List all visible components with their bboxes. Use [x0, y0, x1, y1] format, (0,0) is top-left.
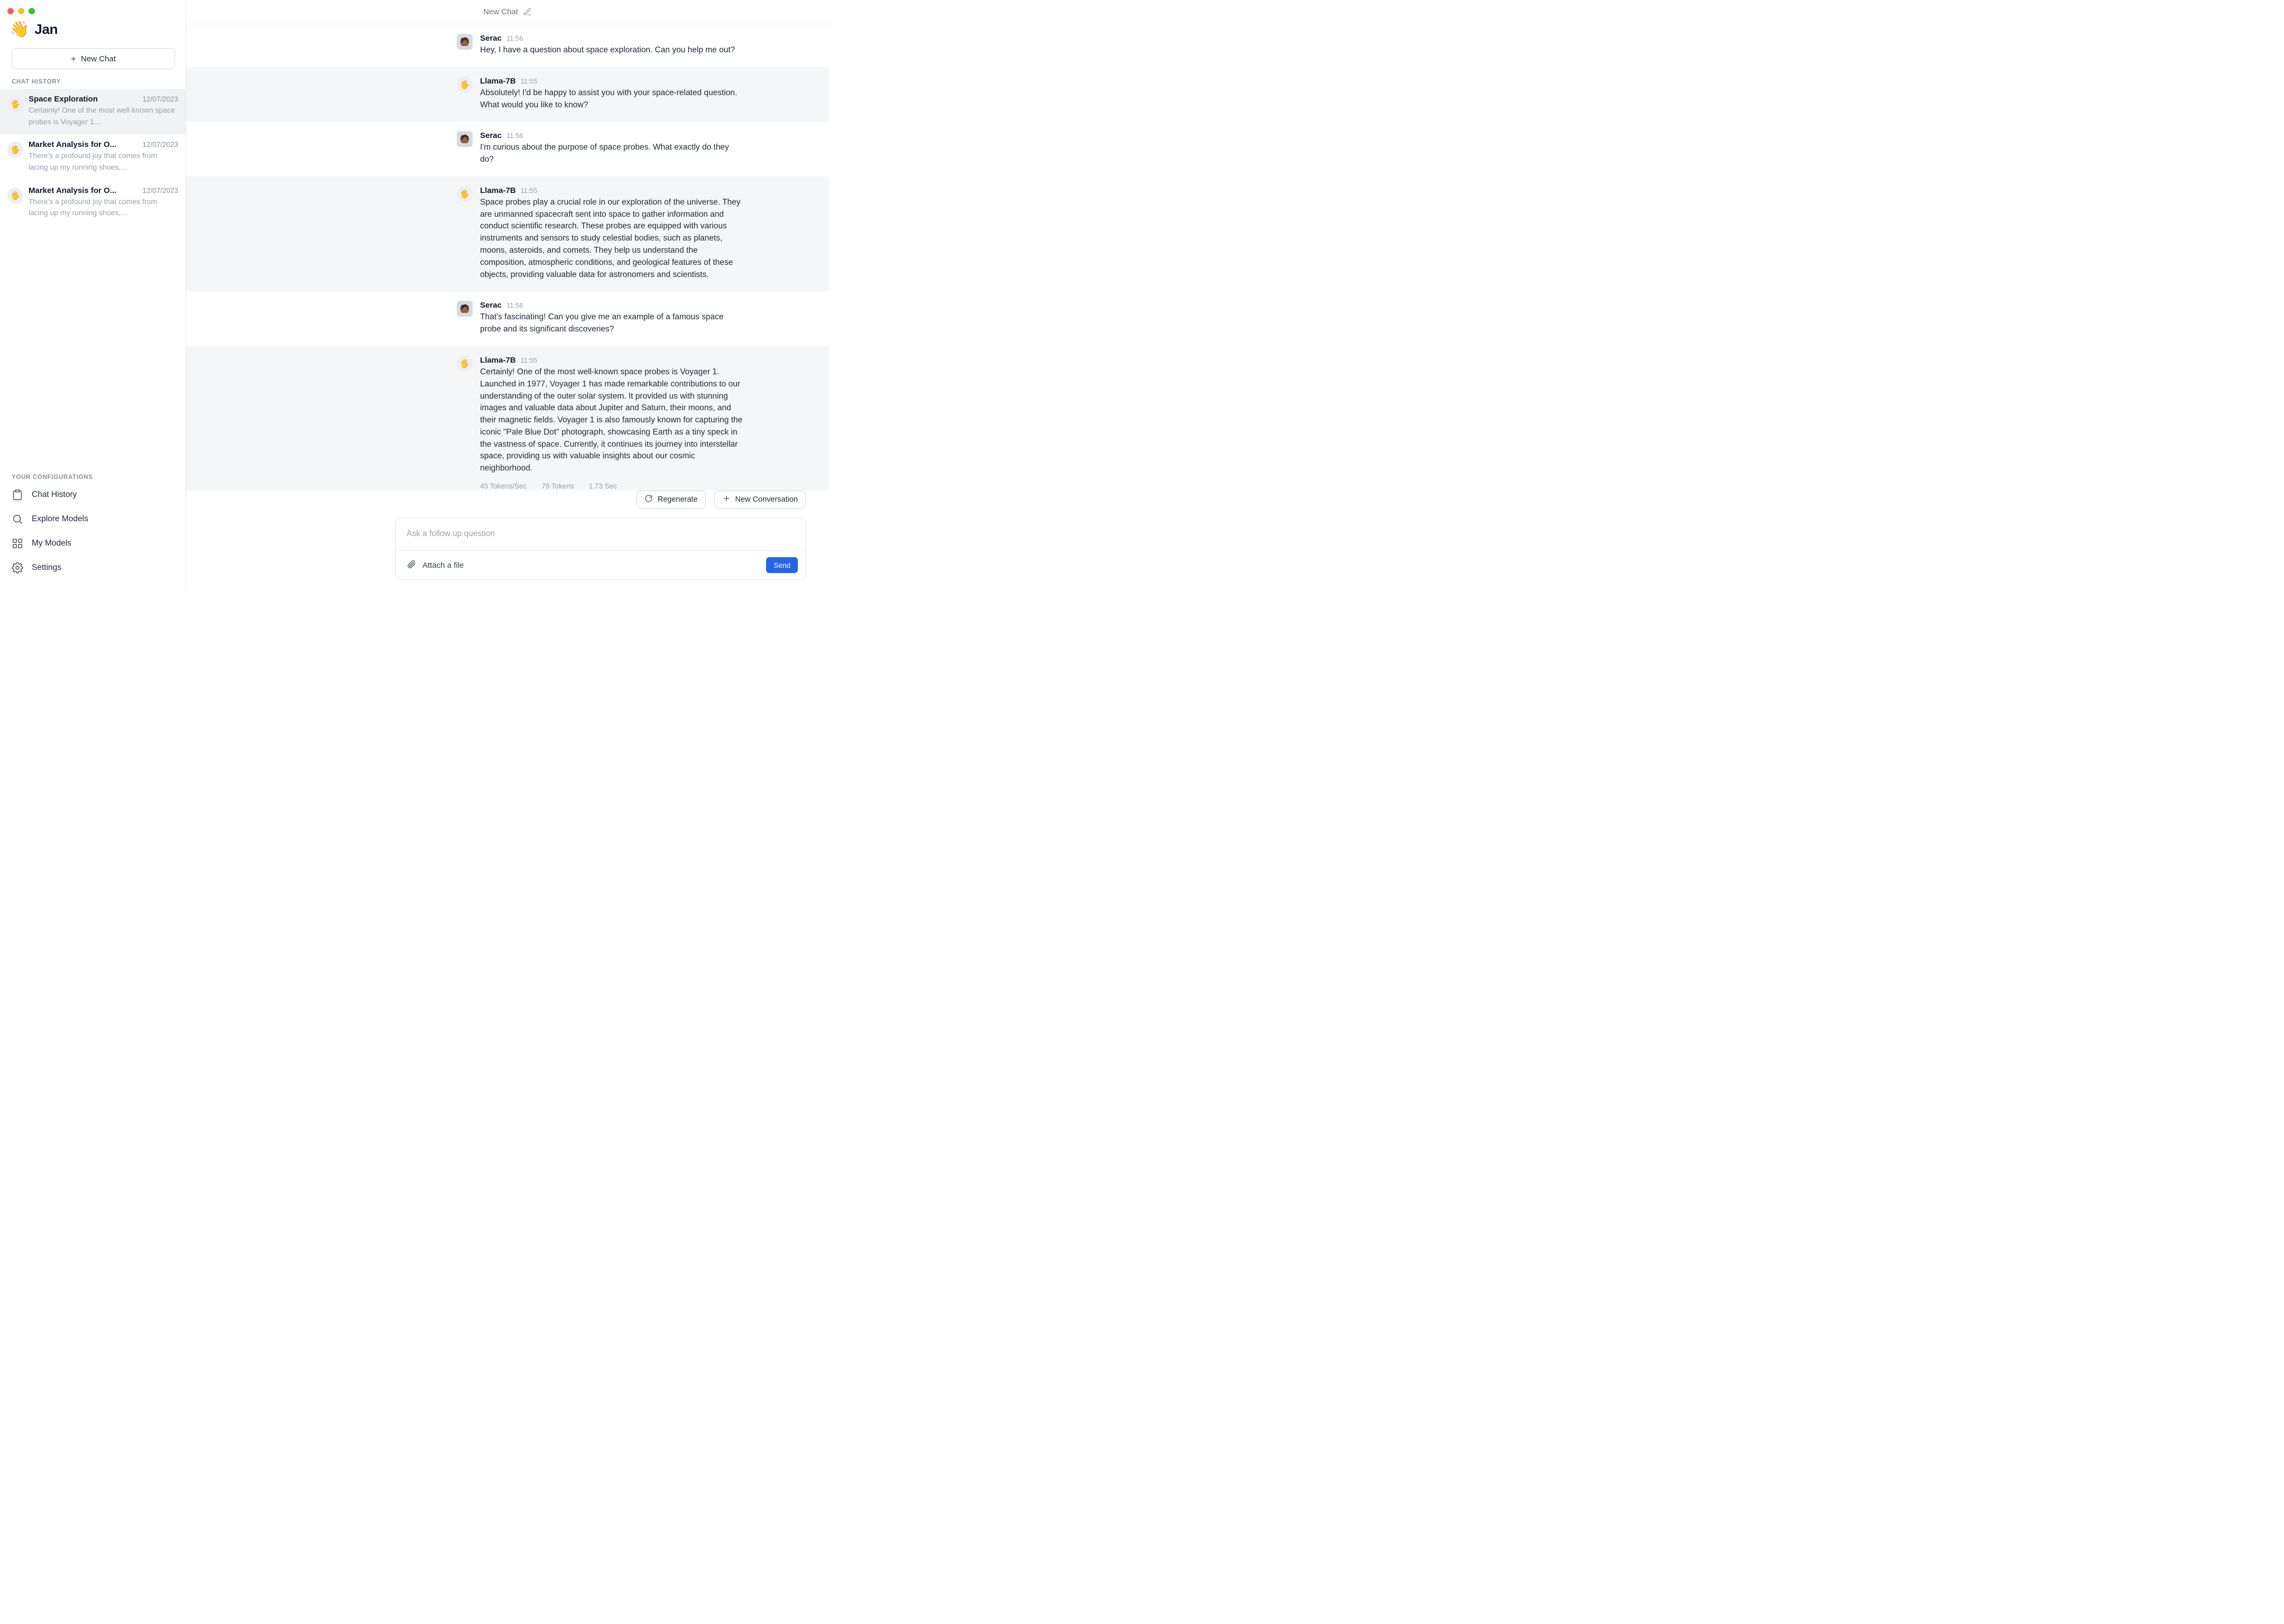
paperclip-icon: [407, 559, 416, 571]
message-time: 11:55: [520, 186, 538, 195]
waving-hand-icon: 👋: [10, 20, 30, 38]
sidebar-item-settings[interactable]: [0, 556, 186, 580]
chat-avatar-icon: 🖐: [7, 188, 23, 204]
gear-icon: [12, 562, 23, 574]
chat-panel: [186, 0, 829, 589]
message-list: [186, 24, 829, 491]
token-count: 79 Tokens: [541, 482, 574, 490]
message-author: Serac: [480, 301, 502, 310]
clipboard-icon: [12, 489, 23, 501]
sidebar-item-explore-models[interactable]: [0, 507, 186, 531]
chat-history-title: Market Analysis for O...: [29, 186, 117, 195]
chat-history-list: [0, 89, 186, 226]
sidebar: [0, 0, 186, 589]
chat-history-title: Space Exploration: [29, 95, 98, 104]
sidebar-item-label: Explore Models: [32, 514, 88, 523]
app-name: Jan: [34, 21, 58, 37]
chat-history-snippet: There's a profound joy that comes from lacing up my running shoes,...: [29, 197, 158, 217]
message-author: Llama-7B: [480, 355, 516, 365]
elapsed-time: 1.73 Sec: [588, 482, 617, 490]
message-5: [186, 346, 829, 491]
chat-history-item-0[interactable]: [0, 89, 186, 134]
message-author: Serac: [480, 131, 502, 141]
configurations-label: YOUR CONFIGURATIONS: [12, 474, 93, 481]
plus-icon: [722, 494, 731, 505]
message-time: 11:56: [506, 301, 523, 310]
pencil-icon[interactable]: [523, 7, 532, 16]
message-author: Llama-7B: [480, 186, 516, 195]
close-window-button[interactable]: [7, 8, 14, 14]
avatar: 🧑🏾: [457, 131, 473, 147]
chat-history-snippet: Certainly! One of the most well-known space probes is Voyager 1....: [29, 106, 176, 126]
message-2: [186, 122, 829, 177]
regenerate-button[interactable]: [637, 491, 706, 509]
chat-history-snippet: There's a profound joy that comes from lacing up my running shoes,...: [29, 151, 158, 172]
app-window: [0, 0, 829, 589]
chat-actions: [395, 491, 806, 509]
attach-file-label: Attach a file: [422, 560, 464, 570]
page-title: New Chat: [483, 7, 518, 16]
chat-history-item-1[interactable]: [0, 134, 186, 180]
new-chat-button[interactable]: [12, 48, 175, 69]
message-text: I'm curious about the purpose of space probes. What exactly do they do?: [480, 143, 729, 164]
attach-file-button[interactable]: [407, 559, 464, 571]
message-composer: [395, 517, 806, 580]
message-text: That's fascinating! Can you give me an example of a famous space probe and its significant discoveries?: [480, 312, 724, 334]
message-1: [186, 67, 829, 122]
composer-toolbar: [396, 550, 805, 579]
chat-history-label: CHAT HISTORY: [12, 79, 61, 85]
sidebar-item-my-models[interactable]: [0, 531, 186, 556]
window-traffic-lights: [0, 0, 186, 16]
message-text: Absolutely! I'd be happy to assist you with your space-related question. What would you like to know?: [480, 88, 738, 109]
message-text: Hey, I have a question about space exploration. Can you help me out?: [480, 45, 735, 54]
new-conversation-button[interactable]: [714, 491, 806, 509]
message-time: 11:55: [520, 356, 538, 364]
new-conversation-label: New Conversation: [735, 495, 798, 504]
chat-avatar-icon: 🖐: [7, 96, 23, 112]
message-3: [186, 177, 829, 291]
avatar: 🖐: [457, 77, 473, 93]
message-input[interactable]: [396, 518, 805, 550]
sidebar-item-label: Settings: [32, 563, 62, 572]
composer-area: [186, 491, 829, 589]
message-time: 11:55: [520, 77, 538, 85]
message-stats: [480, 482, 744, 490]
plus-icon: +: [71, 53, 77, 64]
message-text: Certainly! One of the most well-known space probes is Voyager 1. Launched in 1977, Voyager 1 has made remarkable contributions to our understanding of the outer solar system. It provided us with stunning images and valuable data about Jupiter and Saturn, their moons, and their magnetic fields. Voyager 1 is also famously known for capturing the iconic "Pale Blue Dot" photograph, showcasing Earth as a tiny speck in the vastness of space. Currently, it continues its journey into interstellar space, providing us with valuable insights about our cosmic neighborhood.: [480, 367, 743, 473]
message-time: 11:56: [506, 132, 523, 140]
send-button[interactable]: Send: [766, 557, 798, 573]
message-0: [186, 24, 829, 67]
grid-icon: [12, 538, 23, 549]
sidebar-item-chat-history[interactable]: [0, 483, 186, 507]
refresh-icon: [644, 494, 653, 505]
minimize-window-button[interactable]: [18, 8, 24, 14]
regenerate-label: Regenerate: [657, 495, 698, 504]
chat-titlebar: [186, 0, 829, 24]
chat-history-title: Market Analysis for O...: [29, 140, 117, 150]
message-text: Space probes play a crucial role in our exploration of the universe. They are unmanned spacecraft sent into space to gather information and conduct scientific research. These probes are equipped with various instruments and sensors to study celestial bodies, such as planets, moons, asteroids, and comets. They help us understand the composition, atmospheric conditions, and geological features of these objects, providing valuable data for astronomers and scientists.: [480, 197, 741, 279]
app-brand: [0, 16, 186, 38]
sidebar-item-label: Chat History: [32, 490, 77, 499]
message-author: Serac: [480, 34, 502, 43]
sidebar-item-label: My Models: [32, 539, 71, 548]
message-4: [186, 291, 829, 346]
chat-history-date: 12/07/2023: [142, 95, 178, 103]
message-author: Llama-7B: [480, 76, 516, 86]
avatar: 🧑🏾: [457, 34, 473, 50]
chat-avatar-icon: 🖐: [7, 142, 23, 158]
new-chat-button-label: New Chat: [81, 54, 116, 63]
chat-history-date: 12/07/2023: [142, 141, 178, 149]
configurations-section: [0, 465, 186, 589]
tokens-per-sec: 45 Tokens/Sec: [480, 482, 527, 490]
maximize-window-button[interactable]: [29, 8, 35, 14]
avatar: 🖐: [457, 356, 473, 372]
search-icon: [12, 513, 23, 525]
avatar: 🧑🏾: [457, 301, 473, 317]
chat-history-item-2[interactable]: [0, 180, 186, 226]
message-time: 11:56: [506, 34, 523, 42]
chat-history-date: 12/07/2023: [142, 186, 178, 195]
avatar: 🖐: [457, 186, 473, 202]
